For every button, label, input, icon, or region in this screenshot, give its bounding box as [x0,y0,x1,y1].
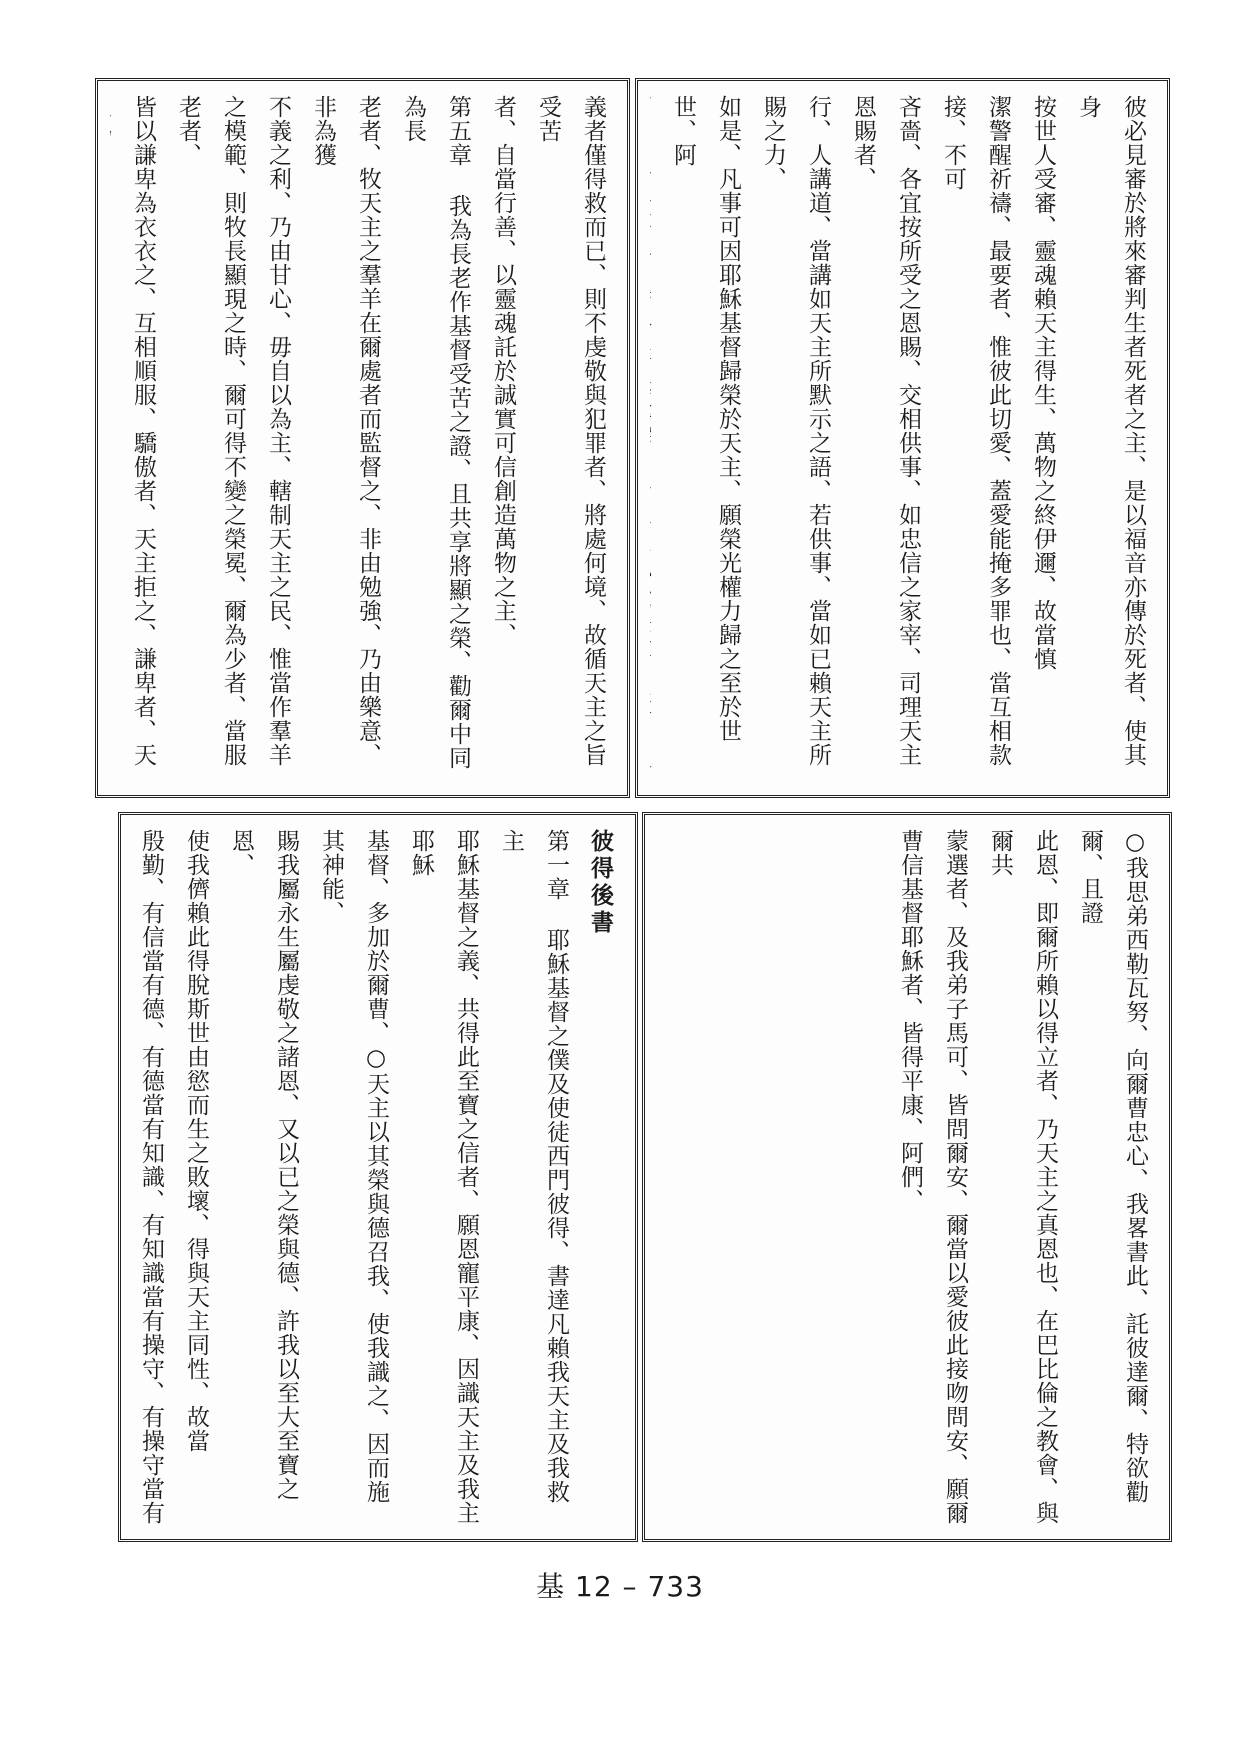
chapter-five-column: 第五章 我為長老作基督受苦之證、且共享將顯之榮、勸爾中同為長 [400,95,471,770]
text-column: 老者、牧天主之羣羊在爾處者而監督之、非由勉強、乃由樂意、非為獲 [310,95,381,767]
text-column: 義者僅得救而已、則不虔敬與犯罪者、將處何境、故循天主之旨受苦 [535,95,606,767]
book-title: 彼得後書 [587,829,614,937]
text-column: 曹信基督耶穌者、皆得平康、阿們、 [897,829,923,1213]
page-number: 基 12 – 733 [536,1570,704,1603]
text-column: 使我儕賴此得脫斯世由慾而生之敗壞、得與天主同性、故當 [183,829,209,1453]
text-column: 者、自當行善、以靈魂託於誠實可信創造萬物之主、 [490,95,516,647]
text-block-top-right [650,95,1155,781]
panel-bottom-right [642,812,1172,1542]
text-block-top-left [110,95,615,781]
text-column: ○我思弟西勒瓦努、向爾曹忠心、我畧書此、託彼達爾、特欲勸爾、且證 [1077,829,1148,1504]
panel-bottom-left [118,812,638,1542]
text-block-bottom-right [657,829,1157,1525]
text-column: 基督、多加於爾曹、○天主以其榮與德召我、使我識之、因而施其神能、 [318,829,389,1504]
text-column [650,95,660,781]
text-column: 殷勤、有信當有德、有德當有知識、有知識當有操守、有操守當有 [138,829,164,1525]
text-column: 耶穌基督之義、共得此至寶之信者、願恩寵平康、因識天主及我主耶穌 [408,829,479,1525]
chapter-one-column: 第一章 耶穌基督之僕及使徒西門彼得、書達凡賴我天主及我救主 [498,829,569,1504]
text-column: 潔警醒祈禱、最要者、惟彼此切愛、蓋愛能掩多罪也、當互相款接、不可 [940,95,1011,767]
text-column: 蒙選者、及我弟子馬可、皆問爾安、爾當以愛彼此接吻問安、願爾 [942,829,968,1525]
text-column: 賜我屬永生屬虔敬之諸恩、又以已之榮與德、許我以至大至寶之恩、 [228,829,299,1501]
text-column: 如是、凡事可因耶穌基督歸榮於天主、願榮光權力歸之至於世世、阿 [670,95,741,743]
text-column: 吝嗇、各宜按所受之恩賜、交相供事、如忠信之家宰、司理天主恩賜者、 [850,95,921,767]
text-column: 按世人受審、靈魂賴天主得生、萬物之終伊邇、故當慎 [1030,95,1056,671]
panel-top-right [635,78,1170,798]
text-column: 不義之利、乃由甘心、毋自以為主、轄制天主之民、惟當作羣羊 [265,95,291,767]
text-block-bottom-left [133,829,623,1525]
text-column: 彼必見審於將來審判生者死者之主、是以福音亦傳於死者、使其身 [1075,95,1146,767]
text-column: 行、人講道、當講如天主所默示之語、若供事、當如已賴天主所賜之力、 [760,95,831,767]
text-column: 之模範、則牧長顯現之時、爾可得不變之榮冕、爾為少者、當服老者、 [175,95,246,767]
text-column: 皆以謙卑為衣衣之、互相順服、驕傲者、天主拒之、謙卑者、天 [130,95,156,767]
panel-top-left [95,78,630,798]
text-column: 此恩、即爾所賴以得立者、乃天主之真恩也、在巴比倫之教會、與爾共 [987,829,1058,1525]
